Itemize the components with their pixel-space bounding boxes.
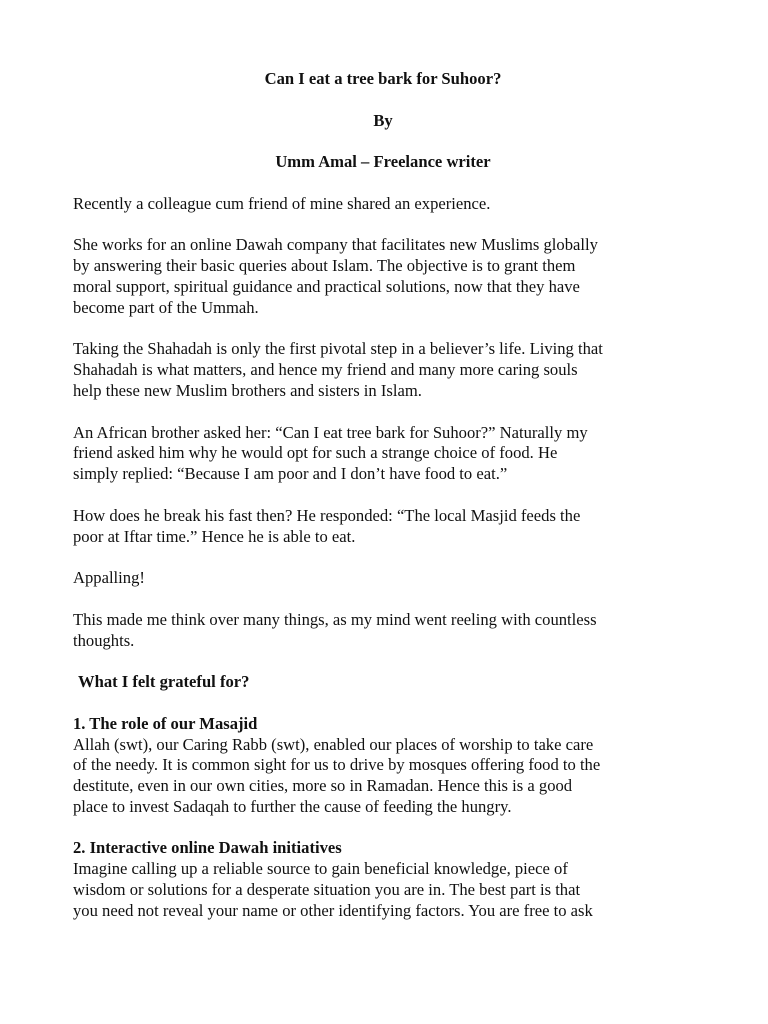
text-line: Taking the Shahadah is only the first pivotal step in a believer’s life. Living that	[73, 339, 603, 359]
body-paragraph	[73, 194, 695, 215]
body-paragraph	[73, 610, 695, 652]
section-title: 1. The role of our Masajid	[73, 713, 258, 733]
body-paragraph	[73, 506, 695, 548]
byline-by: By	[373, 110, 393, 130]
text-line: destitute, even in our own cities, more so in Ramadan. Hence this is a good	[73, 776, 573, 796]
text-line: become part of the Ummah.	[73, 297, 259, 317]
text-line: This made me think over many things, as my mind went reeling with countless	[73, 609, 597, 629]
section-block	[73, 838, 695, 921]
text-line: An African brother asked her: “Can I eat tree bark for Suhoor?” Naturally my	[73, 422, 588, 442]
text-line: Shahadah is what matters, and hence my friend and many more caring souls	[73, 360, 578, 380]
text-line: poor at Iftar time.” Hence he is able to eat.	[73, 526, 356, 546]
text-line: How does he break his fast then? He responded: “The local Masjid feeds the	[73, 505, 581, 525]
text-line: of the needy. It is common sight for us to drive by mosques offering food to the	[73, 755, 601, 775]
text-line: place to invest Sadaqah to further the cause of feeding the hungry.	[73, 796, 512, 816]
text-line: Appalling!	[73, 568, 145, 588]
numbered-sections	[73, 714, 695, 922]
text-line: Imagine calling up a reliable source to gain beneficial knowledge, piece of	[73, 859, 568, 879]
document-title: Can I eat a tree bark for Suhoor?	[264, 69, 502, 88]
body-paragraph	[73, 568, 695, 589]
text-line: simply replied: “Because I am poor and I don’t have food to eat.”	[73, 464, 508, 484]
text-line: you need not reveal your name or other identifying factors. You are free to ask	[73, 900, 593, 920]
body-paragraph	[73, 339, 695, 401]
section-title: 2. Interactive online Dawah initiatives	[73, 838, 342, 858]
body-paragraph	[73, 423, 695, 485]
text-line: Allah (swt), our Caring Rabb (swt), enabled our places of worship to take care	[73, 734, 594, 754]
text-line: help these new Muslim brothers and sisters in Islam.	[73, 380, 422, 400]
text-line: by answering their basic queries about Islam. The objective is to grant them	[73, 256, 576, 276]
author-line: Umm Amal – Freelance writer	[275, 152, 491, 172]
body-paragraph	[73, 235, 695, 318]
text-line: wisdom or solutions for a desperate situation you are in. The best part is that	[73, 880, 581, 900]
text-line: She works for an online Dawah company that facilitates new Muslims globally	[73, 235, 598, 255]
text-line: friend asked him why he would opt for such a strange choice of food. He	[73, 443, 558, 463]
text-line: Recently a colleague cum friend of mine shared an experience.	[73, 193, 491, 213]
body-paragraphs	[73, 194, 695, 652]
text-line: moral support, spiritual guidance and practical solutions, now that they have	[73, 276, 580, 296]
text-line: thoughts.	[73, 630, 135, 650]
document-page	[73, 69, 695, 942]
section-block	[73, 714, 695, 818]
grateful-heading: What I felt grateful for?	[78, 672, 250, 692]
